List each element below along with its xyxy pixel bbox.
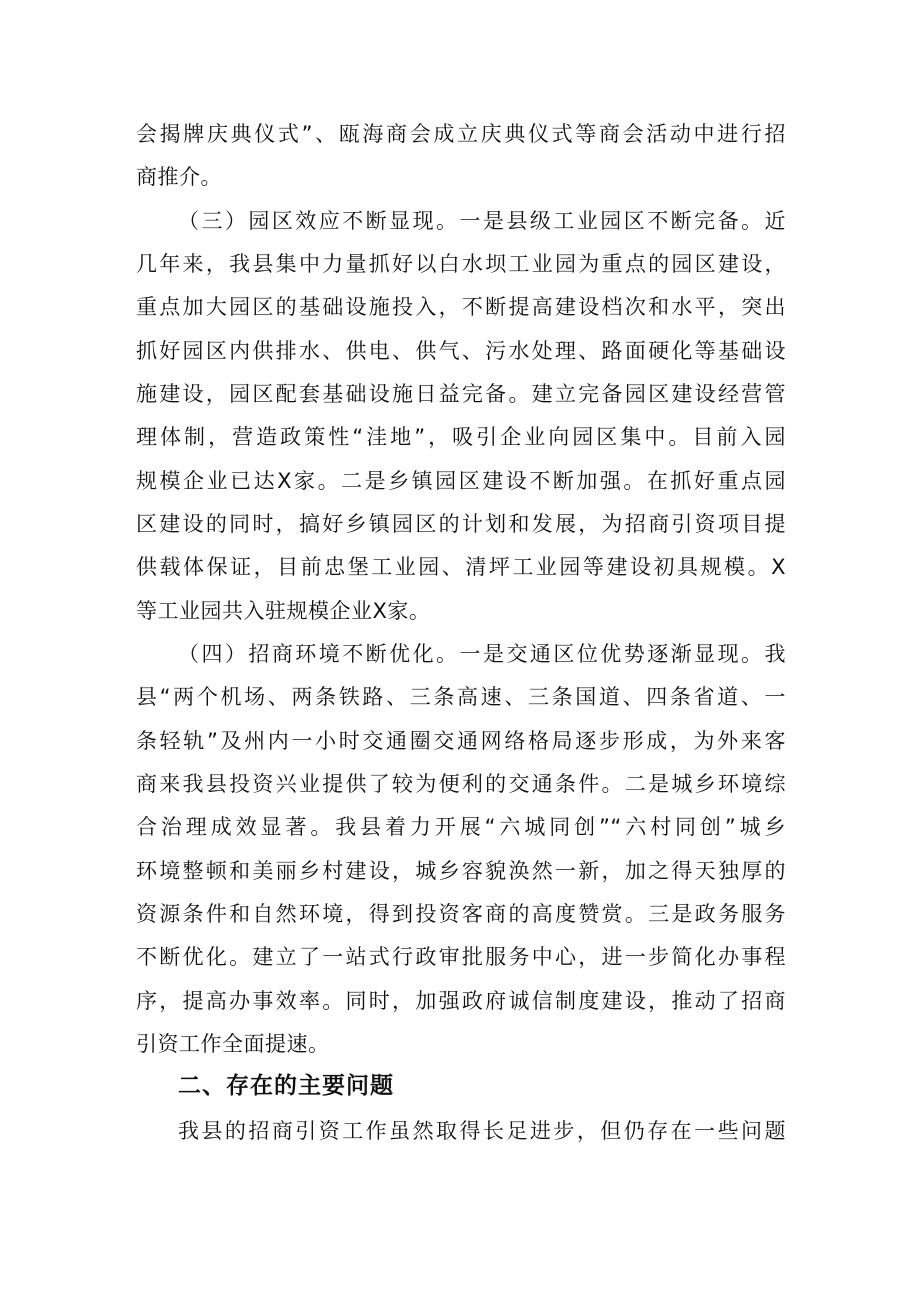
text-line: 会揭牌庆典仪式”、瓯海商会成立庆典仪式等商会活动中进行招: [136, 122, 786, 146]
text-line: 施建设，园区配套基础设施日益完备。建立完备园区建设经营管: [136, 382, 786, 406]
section-heading: 二、存在的主要问题: [178, 1073, 394, 1099]
text-line: 资源条件和自然环境，得到投资客商的高度赞赏。三是政务服务: [136, 902, 786, 926]
text-line: 合治理成效显著。我县着力开展“六城同创”“六村同创”城乡: [136, 815, 786, 839]
text-line: 商来我县投资兴业提供了较为便利的交通条件。二是城乡环境综: [136, 772, 786, 796]
text-line: 序，提高办事效率。同时，加强政府诚信制度建设，推动了招商: [136, 989, 786, 1013]
text-line: 供载体保证，目前忠堡工业园、清坪工业园等建设初具规模。X: [136, 555, 786, 579]
text-line: 理体制，营造政策性“洼地”，吸引企业向园区集中。目前入园: [136, 425, 786, 449]
text-line: 县“两个机场、两条铁路、三条高速、三条国道、四条省道、一: [136, 685, 786, 709]
text-line: 等工业园共入驻规模企业X家。: [136, 599, 431, 623]
text-line: 商推介。: [136, 165, 222, 189]
text-line: 几年来，我县集中力量抓好以白水坝工业园为重点的园区建设，: [136, 252, 786, 276]
text-line: 引资工作全面提速。: [136, 1032, 330, 1056]
text-line: 抓好园区内供排水、供电、供气、污水处理、路面硬化等基础设: [136, 339, 786, 363]
paragraph-start-line: （三）园区效应不断显现。一是县级工业园区不断完备。近: [178, 209, 786, 233]
text-line: 不断优化。建立了一站式行政审批服务中心，进一步简化办事程: [136, 945, 786, 969]
paragraph-start-line: 我县的招商引资工作虽然取得长足进步，但仍存在一些问题: [178, 1119, 786, 1143]
text-line: 区建设的同时，搞好乡镇园区的计划和发展，为招商引资项目提: [136, 512, 786, 536]
text-line: 规模企业已达X家。二是乡镇园区建设不断加强。在抓好重点园: [136, 469, 786, 493]
text-line: 条轻轨”及州内一小时交通圈交通网络格局逐步形成，为外来客: [136, 729, 786, 753]
paragraph-start-line: （四）招商环境不断优化。一是交通区位优势逐渐显现。我: [178, 642, 786, 666]
text-line: 环境整顿和美丽乡村建设，城乡容貌涣然一新，加之得天独厚的: [136, 859, 786, 883]
text-line: 重点加大园区的基础设施投入，不断提高建设档次和水平，突出: [136, 295, 786, 319]
